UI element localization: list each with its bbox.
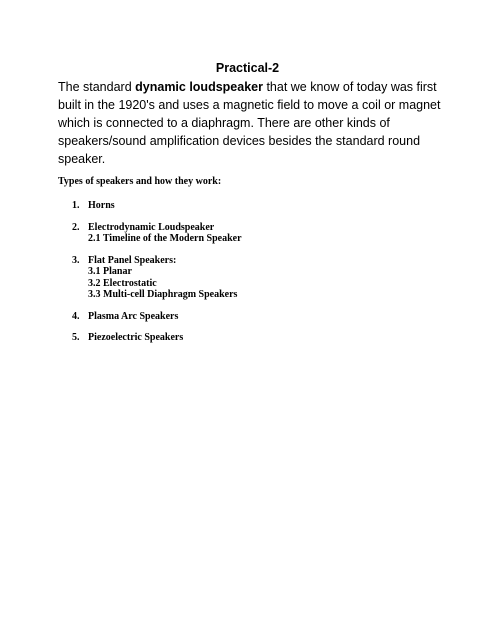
types-heading: Types of speakers and how they work:: [58, 176, 222, 187]
page-title: Practical-2: [215, 61, 280, 75]
speaker-types-list: [72, 200, 242, 354]
list-item: [72, 332, 242, 344]
list-item-label: Horns: [88, 200, 115, 211]
sub-list-item: 2.1 Timeline of the Modern Speaker: [88, 233, 242, 244]
list-item: [72, 222, 242, 245]
sub-list-item: 3.3 Multi-cell Diaphragm Speakers: [88, 289, 238, 300]
list-item-number: 4.: [72, 310, 80, 322]
list-item: [72, 200, 242, 212]
list-item-number: 1.: [72, 200, 80, 211]
sub-list-item: 3.2 Electrostatic: [88, 277, 157, 289]
list-item: [72, 255, 242, 301]
sub-list: [88, 266, 237, 301]
intro-paragraph: [58, 78, 448, 168]
list-item: [72, 311, 242, 323]
sub-list: [88, 233, 242, 245]
list-item-number: 5.: [72, 332, 80, 343]
list-item-number: 3.: [72, 254, 80, 266]
list-item-label: Electrodynamic Loudspeaker: [88, 221, 215, 233]
list-item-label: Piezoelectric Speakers: [88, 332, 184, 343]
intro-text-after: that we know of today was first built in the 1920's and uses a magnetic field to move a coil or magnet which is connected to a diaphragm. There are other kinds of speakers/sound amplification devices besides the standard round speaker.: [58, 80, 441, 166]
list-item-label: Plasma Arc Speakers: [88, 310, 179, 322]
list-item-number: 2.: [72, 221, 80, 233]
intro-text-before: The standard: [58, 80, 136, 94]
sub-list-item: 3.1 Planar: [88, 266, 132, 277]
list-item-label: Flat Panel Speakers:: [88, 254, 177, 266]
intro-bold-term: dynamic loudspeaker: [135, 80, 263, 94]
